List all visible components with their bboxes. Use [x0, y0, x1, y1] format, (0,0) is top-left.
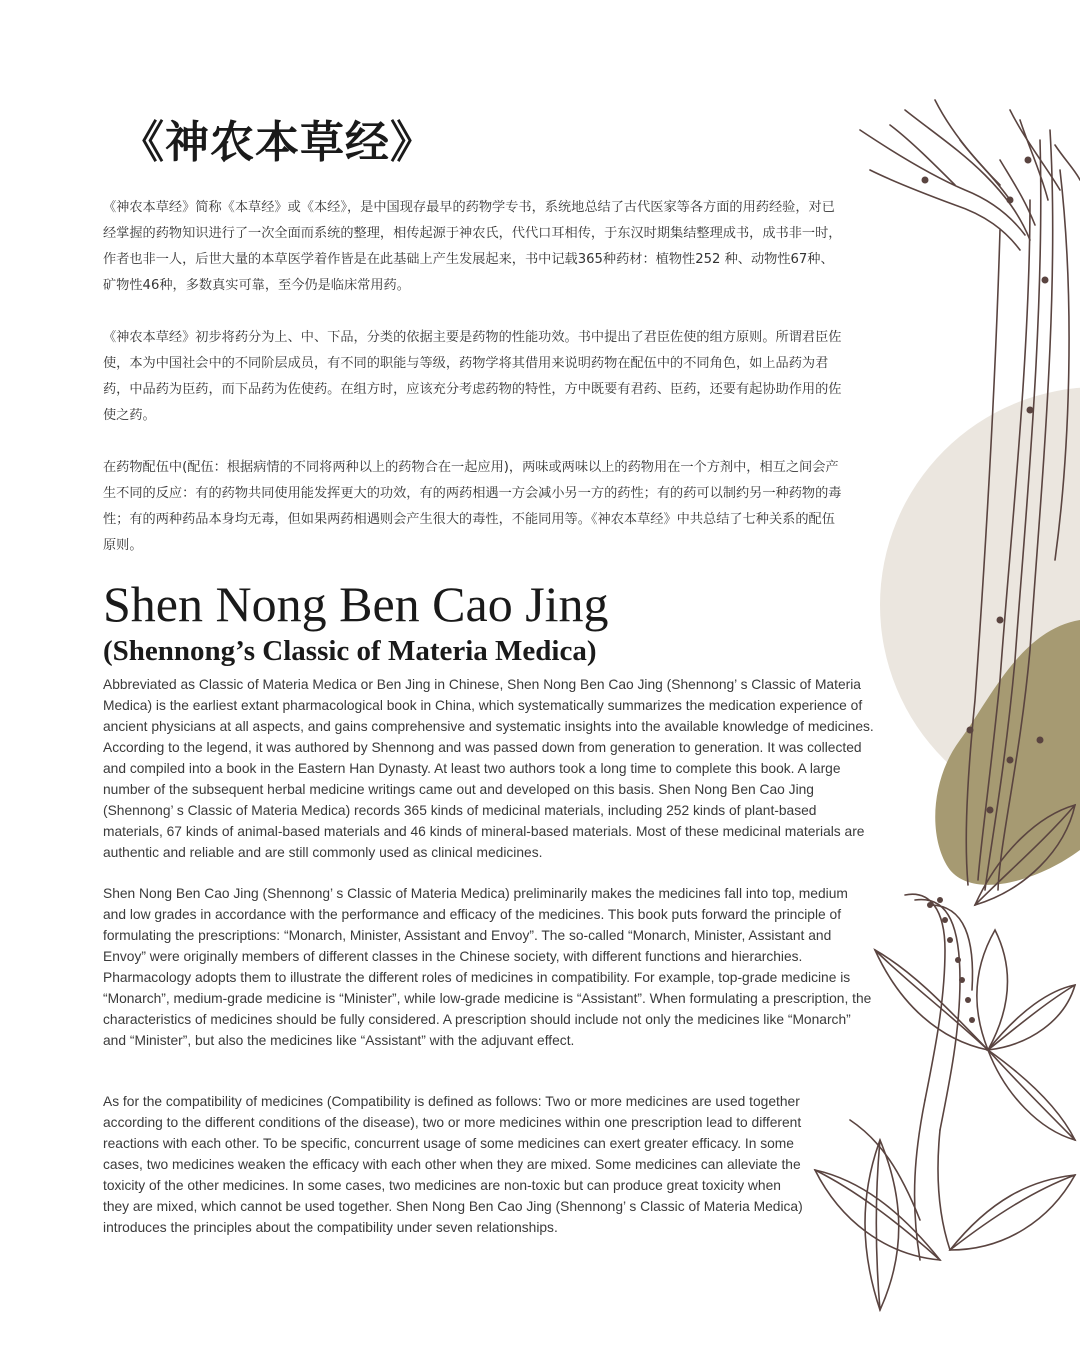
chinese-paragraph-3: 在药物配伍中(配伍：根据病情的不同将两种以上的药物合在一起应用)，两味或两味以上的药物用在一个方剂中，相互之间会产生不同的反应：有的药物共同使用能发挥更大的功效，有的两药相遇一方会减小另一方的药性；有的药可以制约另一种药物的毒性；有的两种药品本身均无毒，但如果两药相遇则会产生很大的毒性，不能同用等。《神农本草经》中共总结了七种关系的配伍原则。	[103, 460, 842, 553]
beige-circle	[880, 387, 1080, 823]
olive-blob	[935, 620, 1080, 885]
chinese-paragraph-2: 《神农本草经》初步将药分为上、中、下品，分类的依据主要是药物的性能功效。书中提出了君臣佐使的组方原则。所谓君臣佐使，本为中国社会中的不同阶层成员，有不同的职能与等级，药物学将其借用来说明药物在配伍中的不同角色，如上品药为君药，中品药为臣药，而下品药为佐使药。在组方时，应该充分考虑药物的特性，方中既要有君药、臣药，还要有起协助作用的佐使之药。	[103, 330, 842, 423]
leaf-illustration	[815, 805, 1075, 1310]
english-paragraph-1: Abbreviated as Classic of Materia Medica or Ben Jing in Chinese, Shen Nong Ben Cao Jing (Shennong’ s Classic of Materia Medica) is the earliest extant pharmacological book in China, which systematically summarizes the medication experience of ancient physicians at all aspects, and gains comprehensive and systematic insights into the available knowledge of medicines. According to the legend, it was authored by Shennong and was passed down from generation to generation. It was collected and compiled into a book in the Eastern Han Dynasty. At least two authors took a long time to complete this book. A large number of the subsequent herbal medicine writings came out and developed on this basis. Shen Nong Ben Cao Jing (Shennong’ s Classic of Materia Medica) records 365 kinds of medicinal materials, including 252 kinds of plant-based materials, 67 kinds of animal-based materials and 46 kinds of mineral-based materials. Most of these medicinal materials are authentic and reliable and are still commonly used as clinical medicines.	[103, 677, 874, 860]
branch-dots	[922, 157, 1049, 814]
english-paragraph-3: As for the compatibility of medicines (Compatibility is defined as follows: Two or more medicines are used together according to the different conditions of the disease), two or more medicines within one prescription lead to different reactions with each other. To be specific, concurrent usage of some medicines can exert greater efficacy. In some cases, two medicines weaken the efficacy with each other when they are mixed. Some medicines can alleviate the toxicity of the other medicines. In some cases, two medicines are non-toxic but can produce great toxicity when they are mixed, which cannot be used together. Shen Nong Ben Cao Jing (Shennong’ s Classic of Materia Medica) introduces the principles about the compatibility under seven relationships.	[103, 1094, 803, 1235]
chinese-paragraph-1: 《神农本草经》简称《本草经》或《本经》，是中国现存最早的药物学专书，系统地总结了古代医家等各方面的用药经验，对已经掌握的药物知识进行了一次全面而系统的整理，相传起源于神农氏，代代口耳相传，于东汉时期集结整理成书，成书非一时，作者也非一人，后世大量的本草医学着作皆是在此基础上产生发展起来，书中记载365种药材：植物性252 种、动物性67种、矿物性46种，多数真实可靠，至今仍是临床常用药。	[103, 200, 842, 293]
english-title: Shen Nong Ben Cao Jing	[103, 576, 609, 632]
chinese-title: 《神农本草经》	[120, 117, 435, 168]
branch-illustration	[860, 100, 1080, 890]
english-paragraph-2: Shen Nong Ben Cao Jing (Shennong’ s Classic of Materia Medica) preliminarily makes the medicines fall into top, medium and low grades in accordance with the performance and efficacy of the medicines. This book puts forward the principle of formulating the prescriptions: “Monarch, Minister, Assistant and Envoy”. The so-called “Monarch, Minister, Assistant and Envoy” were originally members of different classes in the Chinese society, with different functions and hierarchies. Pharmacology adopts them to illustrate the different roles of medicines in compatibility. For example, top-grade medicine is “Monarch”, medium-grade medicine is “Minister”, while low-grade medicine is “Assistant”. When formulating a prescription, the characteristics of medicines should be fully considered. A prescription should include not only the medicines like “Monarch” and “Minister”, but also the medicines like “Assistant” with the adjuvant effect.	[103, 886, 872, 1048]
english-subtitle: (Shennong’s Classic of Materia Medica)	[103, 635, 597, 667]
leaf-dots	[927, 897, 975, 1023]
